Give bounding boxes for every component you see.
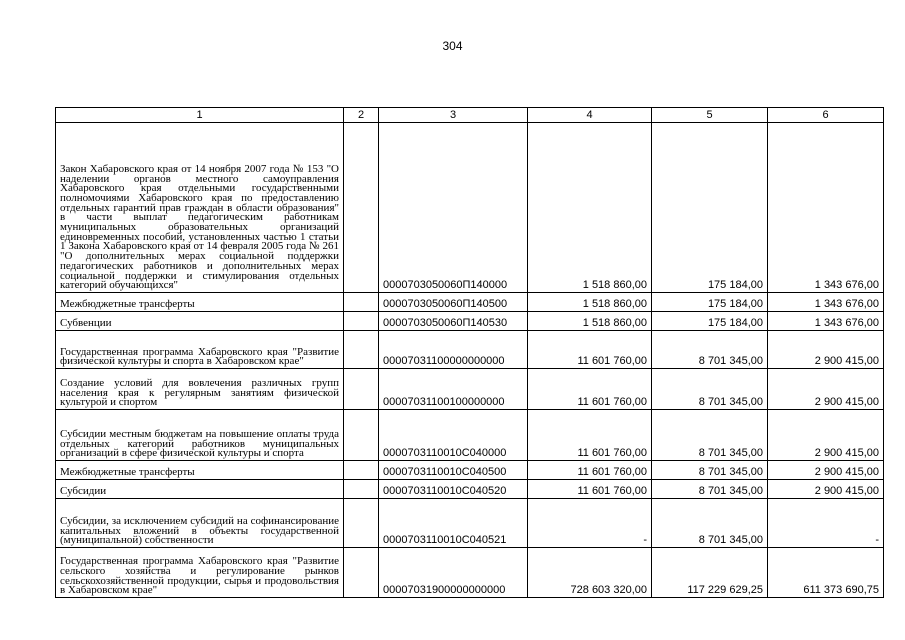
row-value-4: 728 603 320,00: [528, 548, 652, 598]
row-name: Государственная программа Хабаровского края "Развитие физической культуры и спорта в Хабаровском крае": [56, 331, 344, 369]
row-code: 0000703110010С040500: [379, 461, 528, 480]
row-value-4: 11 601 760,00: [528, 331, 652, 369]
row-value-6: 2 900 415,00: [768, 480, 884, 499]
row-code: 0000703110010С040000: [379, 410, 528, 461]
row-name: Субсидии, за исключением субсидий на софинансирование капитальных вложений в объекты государственной (муниципальной) собственности: [56, 499, 344, 548]
row-value-5: 8 701 345,00: [652, 480, 768, 499]
table-header-row: [56, 108, 884, 123]
row-code: 00007031100100000000: [379, 369, 528, 410]
row-value-6: 1 343 676,00: [768, 312, 884, 331]
row-code: 0000703050060П140530: [379, 312, 528, 331]
row-value-5: 8 701 345,00: [652, 461, 768, 480]
row-value-6: 1 343 676,00: [768, 123, 884, 293]
row-value-5: 8 701 345,00: [652, 499, 768, 548]
budget-table: [55, 107, 884, 598]
row-name: Межбюджетные трансферты: [56, 461, 344, 480]
row-value-4: 11 601 760,00: [528, 410, 652, 461]
table-row: [56, 123, 884, 293]
table-row: [56, 293, 884, 312]
row-code: 00007031100000000000: [379, 331, 528, 369]
column-header: 2: [344, 108, 379, 123]
row-value-4: 11 601 760,00: [528, 369, 652, 410]
row-col2: [344, 293, 379, 312]
column-header: 4: [528, 108, 652, 123]
row-col2: [344, 410, 379, 461]
row-col2: [344, 331, 379, 369]
row-value-6: 2 900 415,00: [768, 461, 884, 480]
column-header: 1: [56, 108, 344, 123]
row-code: 0000703050060П140500: [379, 293, 528, 312]
row-value-4: 11 601 760,00: [528, 461, 652, 480]
page-number: 304: [442, 39, 463, 53]
table-row: [56, 331, 884, 369]
row-value-6: 1 343 676,00: [768, 293, 884, 312]
row-name: Субсидии: [56, 480, 344, 499]
row-col2: [344, 369, 379, 410]
row-value-5: 8 701 345,00: [652, 331, 768, 369]
row-name: Субсидии местным бюджетам на повышение оплаты труда отдельных категорий работников муниципальных организаций в сфере физической культуры и спорта: [56, 410, 344, 461]
row-code: 0000703050060П140000: [379, 123, 528, 293]
row-name: Субвенции: [56, 312, 344, 331]
row-name: Закон Хабаровского края от 14 ноября 2007 года № 153 "О наделении органов местного самоуправления Хабаровского края отдельными государственными полномочиями Хабаровского края по предоставлению отдельных гарантий прав граждан в области образования" в части выплат педагогическим работникам муниципальных образовательных организаций единовременных пособий, установленных частью 1 статьи 1 Закона Хабаровского края от 14 февраля 2005 года № 261 "О дополнительных мерах социальной поддержки педагогических работников и дополнительных мерах социальной поддержки и стимулирования отдельных категорий обучающихся": [56, 123, 344, 293]
row-col2: [344, 499, 379, 548]
row-col2: [344, 312, 379, 331]
row-code: 00007031900000000000: [379, 548, 528, 598]
table-row: [56, 312, 884, 331]
row-name: Государственная программа Хабаровского края "Развитие сельского хозяйства и регулирование рынков сельскохозяйственной продукции, сырья и продовольствия в Хабаровском крае": [56, 548, 344, 598]
row-value-5: 8 701 345,00: [652, 410, 768, 461]
table-row: [56, 369, 884, 410]
row-value-4: -: [528, 499, 652, 548]
row-code: 0000703110010С040520: [379, 480, 528, 499]
row-value-5: 175 184,00: [652, 293, 768, 312]
table-row: [56, 548, 884, 598]
row-value-4: 1 518 860,00: [528, 123, 652, 293]
row-value-4: 1 518 860,00: [528, 312, 652, 331]
row-value-4: 1 518 860,00: [528, 293, 652, 312]
table-row: [56, 410, 884, 461]
row-col2: [344, 480, 379, 499]
row-value-5: 175 184,00: [652, 312, 768, 331]
row-code: 0000703110010С040521: [379, 499, 528, 548]
row-value-5: 117 229 629,25: [652, 548, 768, 598]
row-name: Межбюджетные трансферты: [56, 293, 344, 312]
row-value-6: -: [768, 499, 884, 548]
row-value-5: 8 701 345,00: [652, 369, 768, 410]
column-header: 5: [652, 108, 768, 123]
row-value-5: 175 184,00: [652, 123, 768, 293]
row-value-6: 2 900 415,00: [768, 331, 884, 369]
row-col2: [344, 461, 379, 480]
table-row: [56, 461, 884, 480]
row-col2: [344, 123, 379, 293]
column-header: 3: [379, 108, 528, 123]
row-name: Создание условий для вовлечения различных групп населения края к регулярным занятиям физической культурой и спортом: [56, 369, 344, 410]
row-col2: [344, 548, 379, 598]
table-row: [56, 499, 884, 548]
row-value-4: 11 601 760,00: [528, 480, 652, 499]
row-value-6: 2 900 415,00: [768, 369, 884, 410]
row-value-6: 611 373 690,75: [768, 548, 884, 598]
table-row: [56, 480, 884, 499]
row-value-6: 2 900 415,00: [768, 410, 884, 461]
column-header: 6: [768, 108, 884, 123]
